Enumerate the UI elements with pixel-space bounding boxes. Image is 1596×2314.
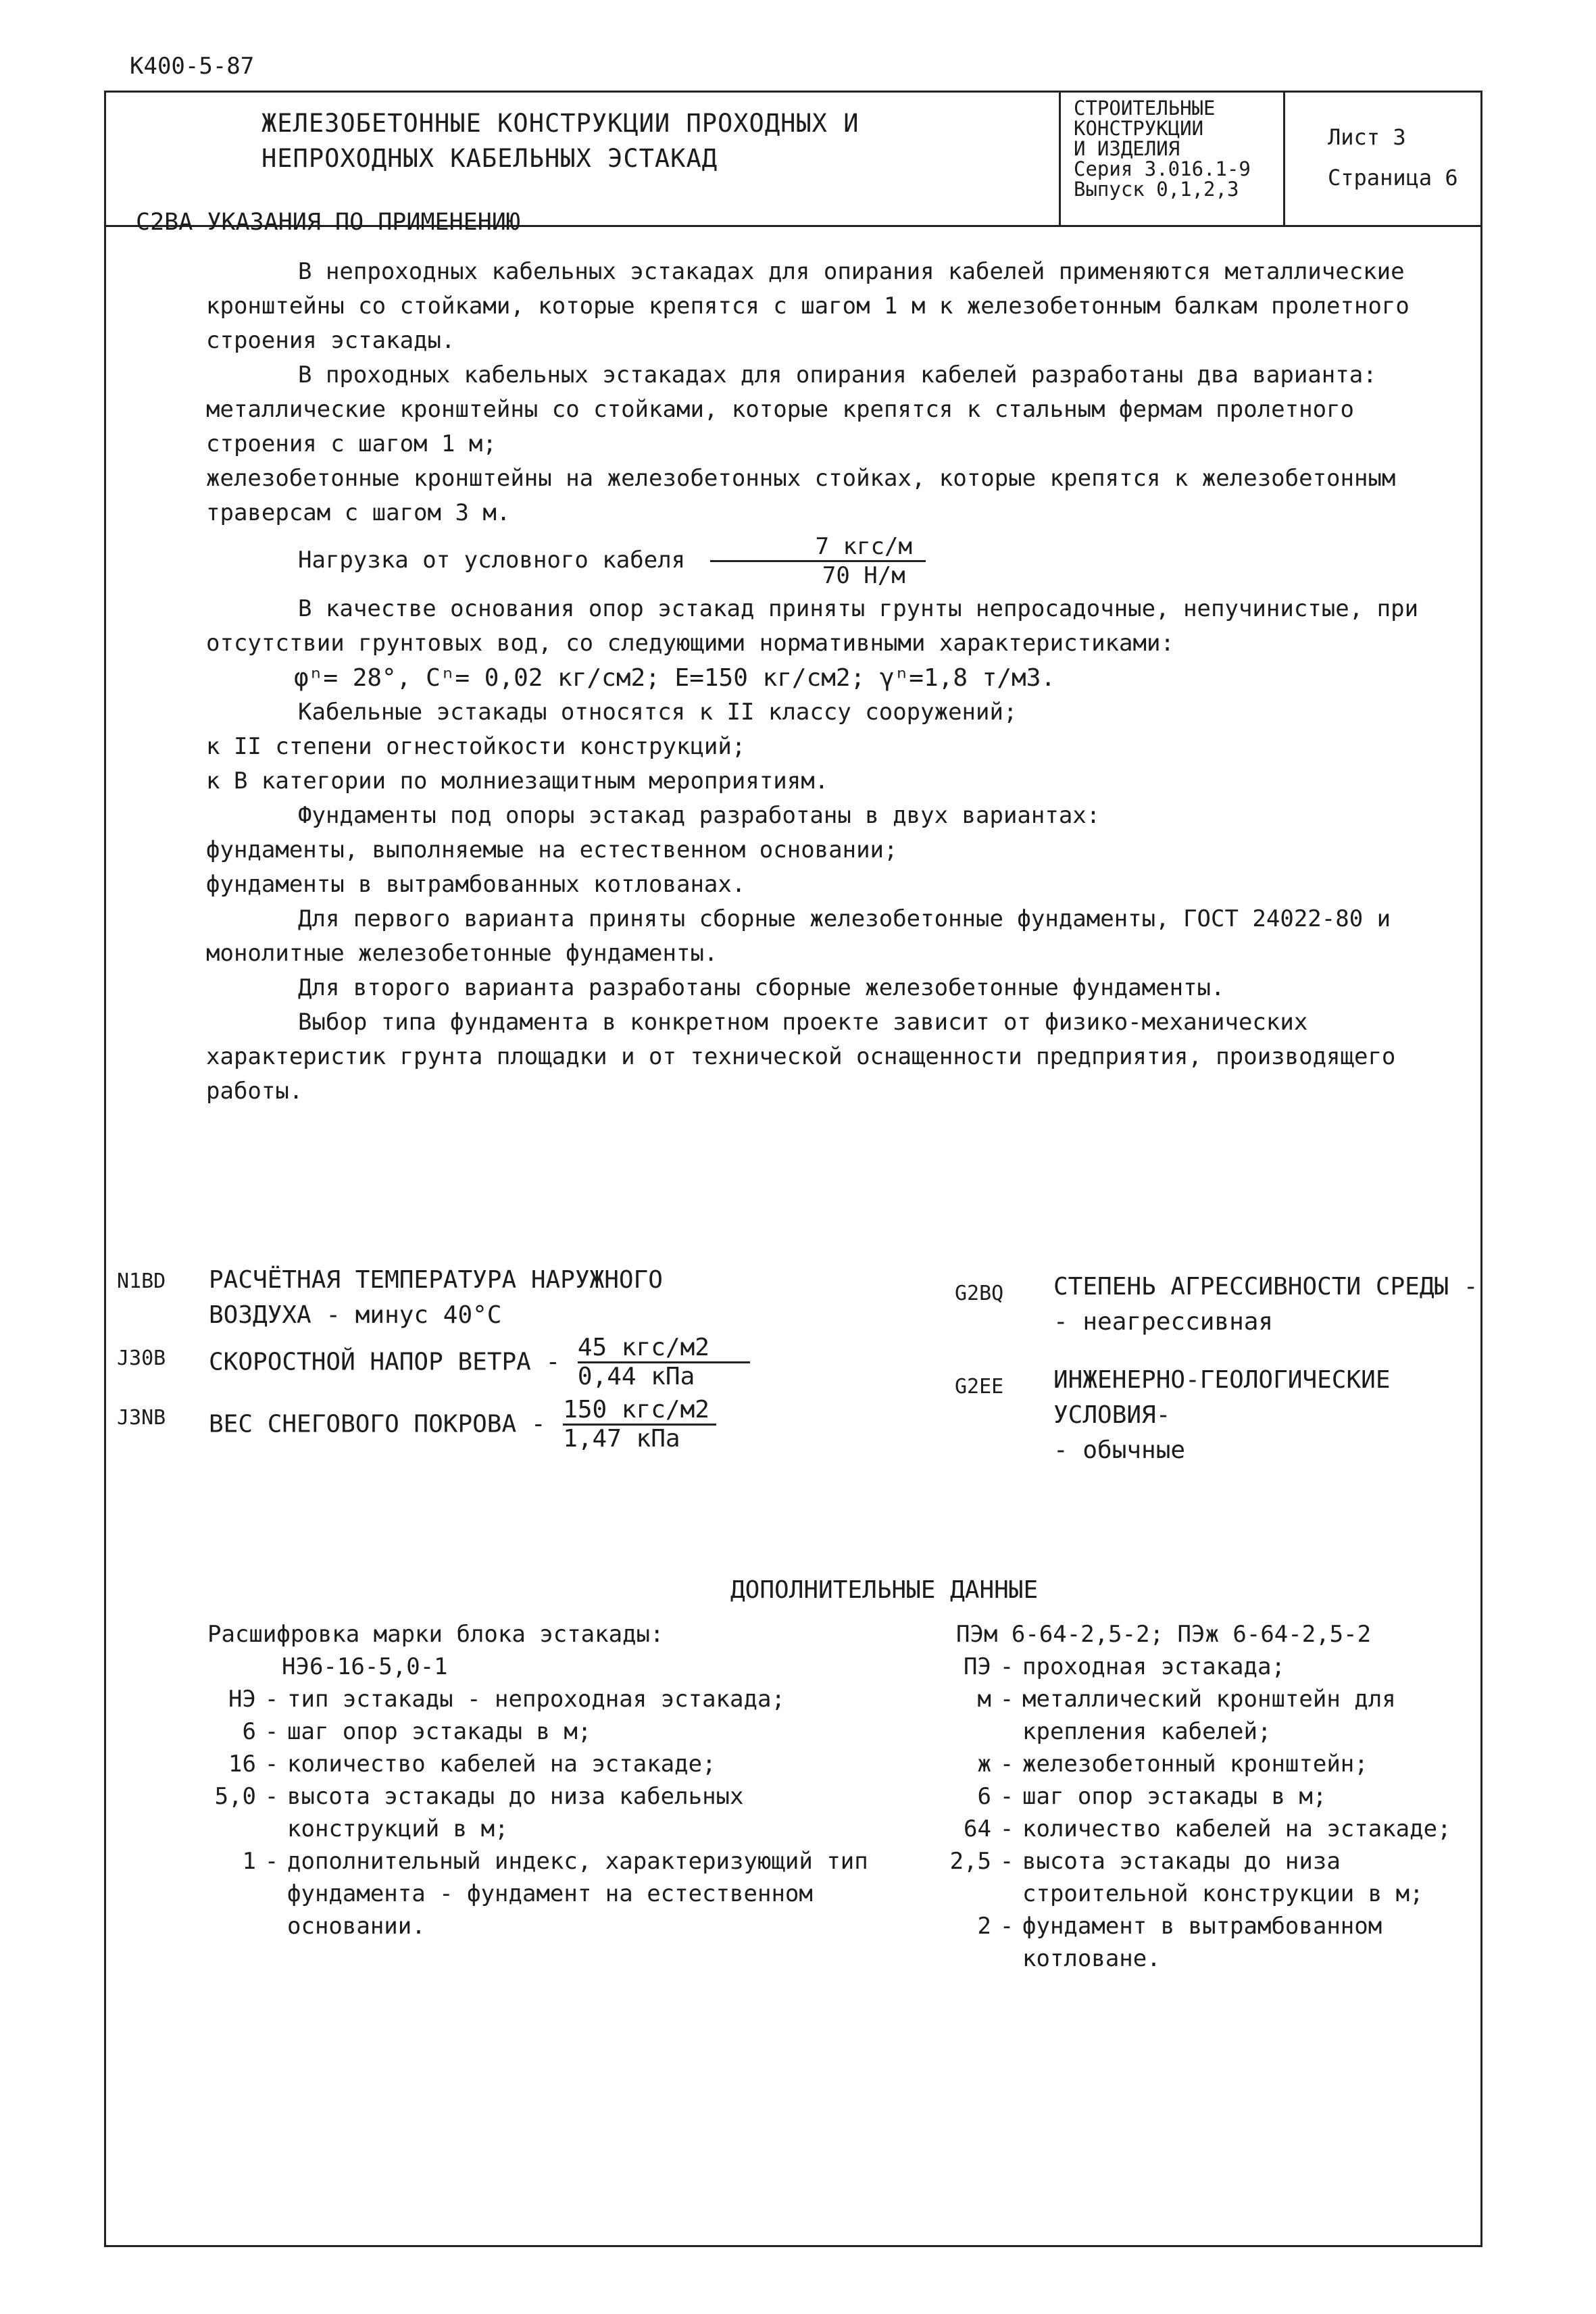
legend-dash: - — [999, 1686, 1014, 1713]
legend-key: ПЭ — [964, 1653, 991, 1680]
legend-value: шаг опор эстакады в м; — [287, 1718, 592, 1745]
legend-heading: ПЭм 6-64-2,5-2; ПЭж 6-64-2,5-2 — [956, 1621, 1372, 1648]
snow-value-kpa: 1,47 кПа — [563, 1425, 680, 1453]
title-line: НЕПРОХОДНЫХ КАБЕЛЬНЫХ ЭСТАКАД — [261, 144, 718, 173]
climate-code: J30B — [117, 1347, 166, 1370]
snow-fraction — [563, 1397, 716, 1453]
legend-key: м — [977, 1686, 991, 1713]
document-title — [261, 106, 859, 176]
mark-legend-right — [943, 1618, 1476, 1975]
legend-row — [207, 1748, 924, 1780]
mark-legend-left — [207, 1618, 924, 1942]
paragraph: фундаменты в вытрамбованных котлованах. — [206, 871, 746, 898]
paragraph: железобетонные кронштейны на железобетонных стойках, которые крепятся к железобетонным траверсам с шагом 3 м. — [206, 465, 1396, 526]
paragraph: к В категории по молниезащитным мероприятиям. — [206, 768, 829, 795]
additional-data-title: ДОПОЛНИТЕЛЬНЫЕ ДАННЫЕ — [730, 1576, 1039, 1604]
legend-dash: - — [999, 1848, 1014, 1875]
legend-value: фундамент в вытрамбованном котловане. — [1022, 1913, 1382, 1972]
series-line: Серия 3.016.1-9 — [1074, 157, 1251, 180]
legend-row — [943, 1748, 1476, 1780]
load-value-kgs: 7 кгс/м — [710, 533, 926, 562]
legend-row — [207, 1715, 924, 1748]
outdoor-temperature — [209, 1263, 663, 1333]
legend-dash: - — [999, 1913, 1014, 1940]
legend-dash: - — [264, 1718, 279, 1745]
load-line — [206, 533, 1470, 589]
legend-key: 16 — [228, 1751, 256, 1778]
legend-row — [943, 1910, 1476, 1975]
sheet-number: Лист 3 — [1328, 124, 1406, 150]
wind-pressure — [209, 1334, 750, 1390]
paragraph: В проходных кабельных эстакадах для опирания кабелей разработаны два варианта: — [298, 361, 1377, 388]
legend-value: количество кабелей на эстакаде; — [1022, 1815, 1451, 1842]
title-block — [106, 93, 1480, 227]
geological-conditions — [1053, 1363, 1480, 1468]
legend-value: железобетонный кронштейн; — [1022, 1751, 1368, 1778]
header-divider — [1283, 93, 1285, 225]
series-info — [1074, 98, 1251, 199]
temperature-line: ВОЗДУХА - минус 40°С — [209, 1301, 502, 1329]
legend-key: 64 — [964, 1815, 991, 1842]
paragraph: Для второго варианта разработаны сборные железобетонные фундаменты. — [298, 974, 1225, 1001]
section-heading: УКАЗАНИЯ ПО ПРИМЕНЕНИЮ — [207, 209, 520, 236]
climate-code: G2EE — [955, 1375, 1004, 1399]
legend-dash: - — [264, 1751, 279, 1778]
load-value-n: 70 Н/м — [822, 562, 905, 589]
wind-value-kpa: 0,44 кПа — [577, 1363, 695, 1390]
paragraph: В непроходных кабельных эстакадах для опирания кабелей применяются металлические кронштейны со стойками, которые крепятся с шагом 1 м к железобетонным балкам пролетного строения эстакады. — [206, 258, 1410, 354]
paragraph: фундаменты, выполняемые на естественном основании; — [206, 836, 898, 863]
legend-value: металлический кронштейн для крепления кабелей; — [1022, 1686, 1396, 1745]
paragraph: В качестве основания опор эстакад приняты грунты непросадочные, непучинистые, при отсутствии грунтовых вод, со следующими нормативными характеристиками: — [206, 595, 1419, 657]
legend-value: высота эстакады до низа строительной конструкции в м; — [1022, 1848, 1424, 1907]
load-fraction — [710, 533, 926, 589]
series-line: СТРОИТЕЛЬНЫЕ — [1074, 97, 1216, 120]
legend-key: НЭ — [228, 1686, 256, 1713]
section-code: С2ВА — [136, 209, 193, 236]
legend-dash: - — [999, 1815, 1014, 1842]
geological-line: ИНЖЕНЕРНО-ГЕОЛОГИЧЕСКИЕ УСЛОВИЯ- — [1053, 1366, 1391, 1429]
legend-dash: - — [999, 1653, 1014, 1680]
wind-value-kgs: 45 кгс/м2 — [578, 1334, 750, 1363]
legend-row — [943, 1845, 1476, 1910]
legend-value: дополнительный индекс, характеризующий тип фундамента - фундамент на естественном основании. — [287, 1848, 868, 1940]
title-line: ЖЕЛЕЗОБЕТОННЫЕ КОНСТРУКЦИИ ПРОХОДНЫХ И — [261, 109, 859, 138]
legend-dash: - — [264, 1848, 279, 1875]
legend-key: 6 — [977, 1783, 991, 1810]
legend-dash: - — [999, 1751, 1014, 1778]
aggressiveness-line: СТЕПЕНЬ АГРЕССИВНОСТИ СРЕДЫ - — [1053, 1273, 1478, 1301]
wind-fraction — [578, 1334, 750, 1390]
paragraph: Кабельные эстакады относятся к II классу сооружений; — [298, 699, 1018, 726]
wind-label: СКОРОСТНОЙ НАПОР ВЕТРА - — [209, 1348, 561, 1376]
legend-row — [207, 1683, 924, 1715]
legend-key: 2 — [977, 1913, 991, 1940]
legend-value: проходная эстакада; — [1022, 1653, 1285, 1680]
section-title — [136, 209, 520, 236]
legend-row — [943, 1813, 1476, 1845]
legend-row — [943, 1651, 1476, 1683]
load-label: Нагрузка от условного кабеля — [298, 547, 686, 574]
legend-key: 1 — [242, 1848, 256, 1875]
legend-row — [943, 1683, 1476, 1748]
legend-row — [943, 1780, 1476, 1813]
legend-dash: - — [999, 1783, 1014, 1810]
climate-code: N1BD — [117, 1269, 166, 1293]
snow-value-kgs: 150 кгс/м2 — [563, 1397, 716, 1426]
header-divider — [1059, 93, 1061, 225]
legend-row — [207, 1780, 924, 1845]
legend-key: 6 — [242, 1718, 256, 1745]
environment-aggressiveness — [1053, 1269, 1478, 1340]
legend-dash: - — [264, 1783, 279, 1810]
geological-line: - обычные — [1053, 1436, 1186, 1464]
document-code: К400-5-87 — [130, 53, 255, 80]
instructions-text — [206, 255, 1470, 1109]
legend-value: шаг опор эстакады в м; — [1022, 1783, 1327, 1810]
legend-key: ж — [977, 1751, 991, 1778]
aggressiveness-line: - неагрессивная — [1053, 1308, 1274, 1336]
legend-row — [207, 1845, 924, 1942]
temperature-line: РАСЧЁТНАЯ ТЕМПЕРАТУРА НАРУЖНОГО — [209, 1266, 663, 1294]
legend-dash: - — [264, 1686, 279, 1713]
legend-key: 5,0 — [214, 1783, 256, 1810]
soil-characteristics: φⁿ= 28°, Cⁿ= 0,02 кг/см2; E=150 кг/см2; γⁿ=1,8 т/м3. — [294, 664, 1056, 692]
paragraph: металлические кронштейны со стойками, которые крепятся к стальным фермам пролетного строения с шагом 1 м; — [206, 396, 1354, 457]
legend-value: количество кабелей на эстакаде; — [287, 1751, 716, 1778]
block-mark: НЭ6-16-5,0-1 — [282, 1653, 448, 1680]
climate-code: J3NB — [117, 1406, 166, 1430]
paragraph: Фундаменты под опоры эстакад разработаны в двух вариантах: — [298, 802, 1101, 829]
paragraph: к II степени огнестойкости конструкций; — [206, 733, 746, 760]
legend-heading: Расшифровка марки блока эстакады: — [207, 1621, 664, 1648]
climate-code: G2BQ — [955, 1282, 1004, 1305]
page-number: Страница 6 — [1328, 165, 1458, 191]
legend-key: 2,5 — [949, 1848, 991, 1875]
series-line: Выпуск 0,1,2,3 — [1074, 178, 1239, 201]
legend-value: высота эстакады до низа кабельных конструкций в м; — [287, 1783, 744, 1842]
document-sheet — [104, 91, 1482, 2247]
sheet-info — [1328, 117, 1458, 198]
paragraph: Выбор типа фундамента в конкретном проекте зависит от физико-механических характеристик грунта площадки и от технической оснащенности предприятия, производящего работы. — [206, 1009, 1396, 1105]
snow-load — [209, 1397, 716, 1453]
series-line: КОНСТРУКЦИИ — [1074, 117, 1204, 140]
series-line: И ИЗДЕЛИЯ — [1074, 137, 1180, 160]
legend-value: тип эстакады - непроходная эстакада; — [287, 1686, 785, 1713]
paragraph: Для первого варианта приняты сборные железобетонные фундаменты, ГОСТ 24022-80 и монолитные железобетонные фундаменты. — [206, 905, 1391, 967]
snow-label: ВЕС СНЕГОВОГО ПОКРОВА - — [209, 1410, 546, 1438]
